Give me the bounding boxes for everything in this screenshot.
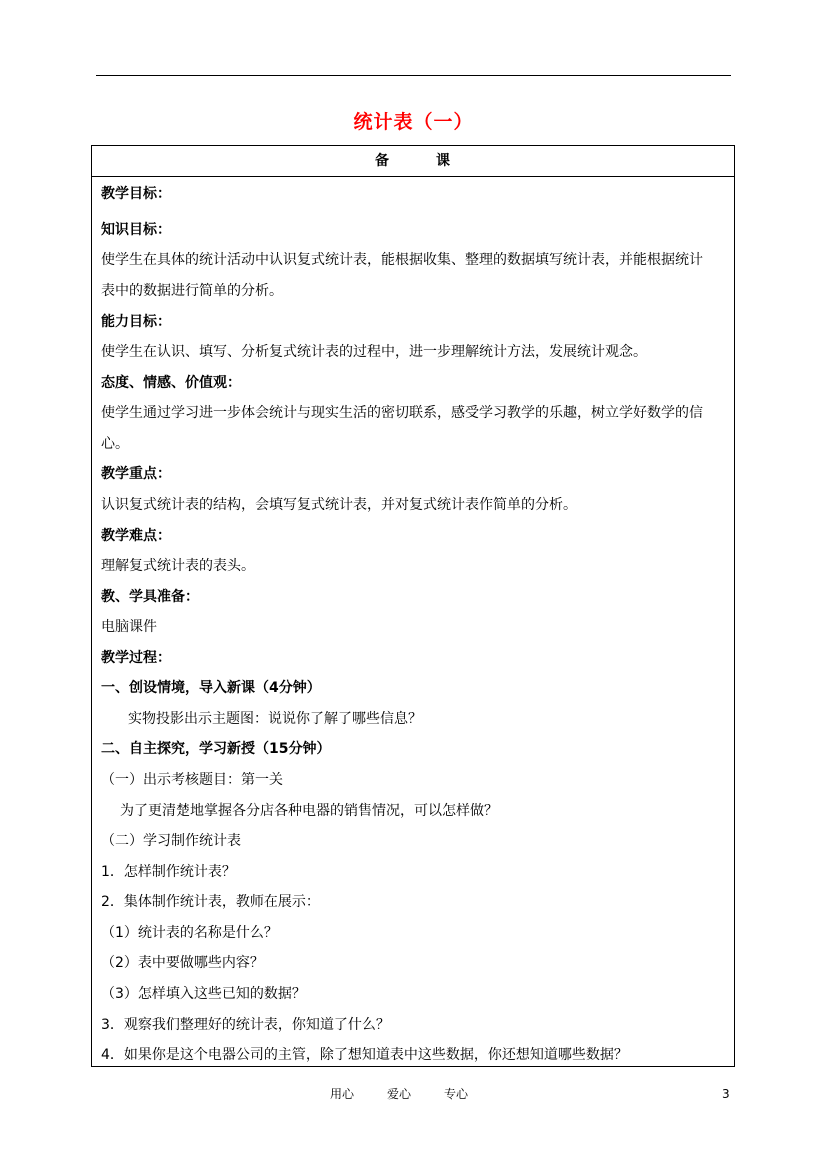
heading-difficulties: 教学难点： [101, 528, 171, 544]
text-line: 心。 [101, 436, 129, 452]
header-left-char: 备 [375, 153, 390, 169]
text-line: （二）学习制作统计表 [101, 833, 241, 849]
footer-middle: 爱心 [387, 1087, 412, 1101]
text-line: （1）统计表的名称是什么？ [101, 925, 278, 941]
document-title: 统计表（一） [353, 111, 474, 133]
heading-section-one: 一、创设情境，导入新课（4分钟） [101, 680, 321, 696]
heading-key-points: 教学重点： [101, 466, 171, 482]
text-line: （3）怎样填入这些已知的数据？ [101, 986, 306, 1002]
header-right-char: 课 [436, 153, 451, 169]
table-header [92, 146, 734, 177]
text-line: 4．如果你是这个电器公司的主管，除了想知道表中这些数据，你还想知道哪些数据？ [101, 1047, 628, 1063]
heading-ability-goals: 能力目标： [101, 314, 171, 330]
footer-left: 用心 [330, 1087, 355, 1101]
text-line: 实物投影出示主题图：说说你了解了哪些信息？ [128, 711, 422, 727]
page-number: 3 [722, 1087, 730, 1101]
text-line: （一）出示考核题目：第一关 [101, 772, 283, 788]
heading-materials: 教、学具准备： [101, 589, 199, 605]
text-line: 电脑课件 [101, 619, 157, 635]
text-line: 理解复式统计表的表头。 [101, 558, 255, 574]
text-line: 认识复式统计表的结构，会填写复式统计表，并对复式统计表作简单的分析。 [101, 497, 577, 513]
heading-attitude-values: 态度、情感、价值观： [101, 375, 241, 391]
text-line: 1．怎样制作统计表？ [101, 864, 236, 880]
text-line: 使学生在具体的统计活动中认识复式统计表，能根据收集、整理的数据填写统计表，并能根据统计 [101, 252, 703, 268]
text-line: 为了更清楚地掌握各分店各种电器的销售情况，可以怎样做？ [120, 803, 498, 819]
text-line: （2）表中要做哪些内容？ [101, 955, 264, 971]
heading-section-two: 二、自主探究，学习新授（15分钟） [101, 741, 331, 757]
header-rule [96, 75, 731, 76]
heading-teaching-goals: 教学目标： [101, 186, 171, 202]
text-line: 2．集体制作统计表，教师在展示： [101, 894, 320, 910]
text-line: 3．观察我们整理好的统计表，你知道了什么？ [101, 1017, 390, 1033]
text-line: 表中的数据进行简单的分析。 [101, 283, 283, 299]
text-line: 使学生通过学习进一步体会统计与现实生活的密切联系，感受学习教学的乐趣，树立学好数学的信 [101, 405, 703, 421]
heading-knowledge-goals: 知识目标： [101, 222, 171, 238]
lesson-plan-table [91, 145, 735, 1067]
heading-process: 教学过程： [101, 650, 171, 666]
text-line: 使学生在认识、填写、分析复式统计表的过程中，进一步理解统计方法，发展统计观念。 [101, 344, 647, 360]
footer-right: 专心 [444, 1087, 469, 1101]
